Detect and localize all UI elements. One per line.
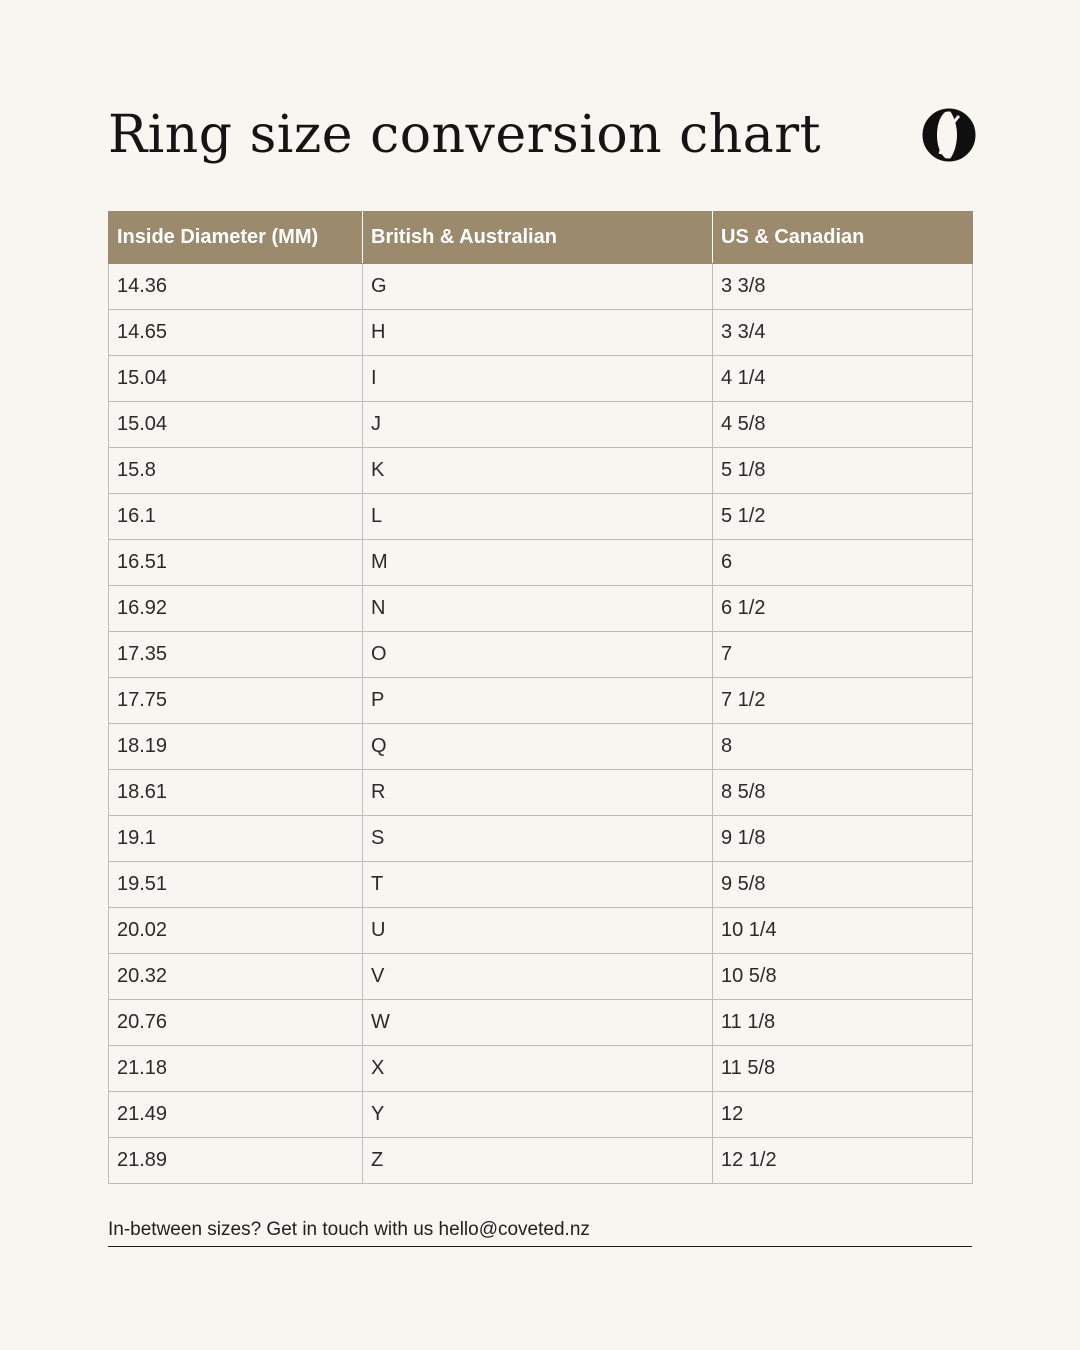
uk-au-size-cell: W <box>363 1000 713 1046</box>
diameter-cell: 17.75 <box>109 678 363 724</box>
us-ca-size-cell: 4 5/8 <box>713 402 973 448</box>
uk-au-size-cell: J <box>363 402 713 448</box>
table-header-row <box>109 212 973 264</box>
diameter-cell: 20.02 <box>109 908 363 954</box>
diameter-cell: 21.49 <box>109 1092 363 1138</box>
table-row <box>109 402 973 448</box>
diameter-cell: 15.04 <box>109 356 363 402</box>
uk-au-size-cell: I <box>363 356 713 402</box>
diameter-cell: 17.35 <box>109 632 363 678</box>
us-ca-size-cell: 11 5/8 <box>713 1046 973 1092</box>
page-title: Ring size conversion chart <box>108 105 822 165</box>
us-ca-size-cell: 3 3/8 <box>713 264 973 310</box>
diameter-cell: 15.04 <box>109 402 363 448</box>
header-us-canadian: US & Canadian <box>713 212 973 264</box>
us-ca-size-cell: 12 <box>713 1092 973 1138</box>
uk-au-size-cell: R <box>363 770 713 816</box>
diameter-cell: 18.61 <box>109 770 363 816</box>
us-ca-size-cell: 7 1/2 <box>713 678 973 724</box>
diameter-cell: 21.89 <box>109 1138 363 1184</box>
table-row <box>109 1092 973 1138</box>
table-row <box>109 310 973 356</box>
uk-au-size-cell: Q <box>363 724 713 770</box>
uk-au-size-cell: S <box>363 816 713 862</box>
table-row <box>109 448 973 494</box>
diameter-cell: 14.36 <box>109 264 363 310</box>
diameter-cell: 21.18 <box>109 1046 363 1092</box>
diameter-cell: 18.19 <box>109 724 363 770</box>
uk-au-size-cell: H <box>363 310 713 356</box>
us-ca-size-cell: 8 <box>713 724 973 770</box>
diameter-cell: 16.92 <box>109 586 363 632</box>
us-ca-size-cell: 6 <box>713 540 973 586</box>
table-row <box>109 1000 973 1046</box>
diameter-cell: 15.8 <box>109 448 363 494</box>
uk-au-size-cell: V <box>363 954 713 1000</box>
table-row <box>109 770 973 816</box>
table-row <box>109 264 973 310</box>
table-row <box>109 632 973 678</box>
us-ca-size-cell: 5 1/8 <box>713 448 973 494</box>
us-ca-size-cell: 8 5/8 <box>713 770 973 816</box>
table-row <box>109 954 973 1000</box>
uk-au-size-cell: U <box>363 908 713 954</box>
us-ca-size-cell: 12 1/2 <box>713 1138 973 1184</box>
ring-size-table <box>108 211 973 1184</box>
uk-au-size-cell: L <box>363 494 713 540</box>
uk-au-size-cell: K <box>363 448 713 494</box>
us-ca-size-cell: 9 1/8 <box>713 816 973 862</box>
table-row <box>109 678 973 724</box>
table-row <box>109 356 973 402</box>
table-row <box>109 816 973 862</box>
uk-au-size-cell: O <box>363 632 713 678</box>
uk-au-size-cell: P <box>363 678 713 724</box>
uk-au-size-cell: N <box>363 586 713 632</box>
table-row <box>109 586 973 632</box>
uk-au-size-cell: X <box>363 1046 713 1092</box>
uk-au-size-cell: G <box>363 264 713 310</box>
us-ca-size-cell: 10 5/8 <box>713 954 973 1000</box>
us-ca-size-cell: 4 1/4 <box>713 356 973 402</box>
diameter-cell: 14.65 <box>109 310 363 356</box>
table-row <box>109 1138 973 1184</box>
us-ca-size-cell: 9 5/8 <box>713 862 973 908</box>
diameter-cell: 16.51 <box>109 540 363 586</box>
table-row <box>109 724 973 770</box>
header-british-australian: British & Australian <box>363 212 713 264</box>
diameter-cell: 16.1 <box>109 494 363 540</box>
uk-au-size-cell: T <box>363 862 713 908</box>
contact-footer-note: In-between sizes? Get in touch with us hello@coveted.nz <box>108 1216 972 1247</box>
table-row <box>109 1046 973 1092</box>
uk-au-size-cell: Y <box>363 1092 713 1138</box>
us-ca-size-cell: 7 <box>713 632 973 678</box>
header-inside-diameter: Inside Diameter (MM) <box>109 212 363 264</box>
diameter-cell: 19.1 <box>109 816 363 862</box>
us-ca-size-cell: 3 3/4 <box>713 310 973 356</box>
table-row <box>109 540 973 586</box>
table-row <box>109 908 973 954</box>
us-ca-size-cell: 11 1/8 <box>713 1000 973 1046</box>
table-row <box>109 862 973 908</box>
us-ca-size-cell: 10 1/4 <box>713 908 973 954</box>
us-ca-size-cell: 6 1/2 <box>713 586 973 632</box>
uk-au-size-cell: M <box>363 540 713 586</box>
diameter-cell: 20.76 <box>109 1000 363 1046</box>
diameter-cell: 20.32 <box>109 954 363 1000</box>
uk-au-size-cell: Z <box>363 1138 713 1184</box>
brand-logo-icon <box>922 108 976 162</box>
us-ca-size-cell: 5 1/2 <box>713 494 973 540</box>
table-row <box>109 494 973 540</box>
diameter-cell: 19.51 <box>109 862 363 908</box>
